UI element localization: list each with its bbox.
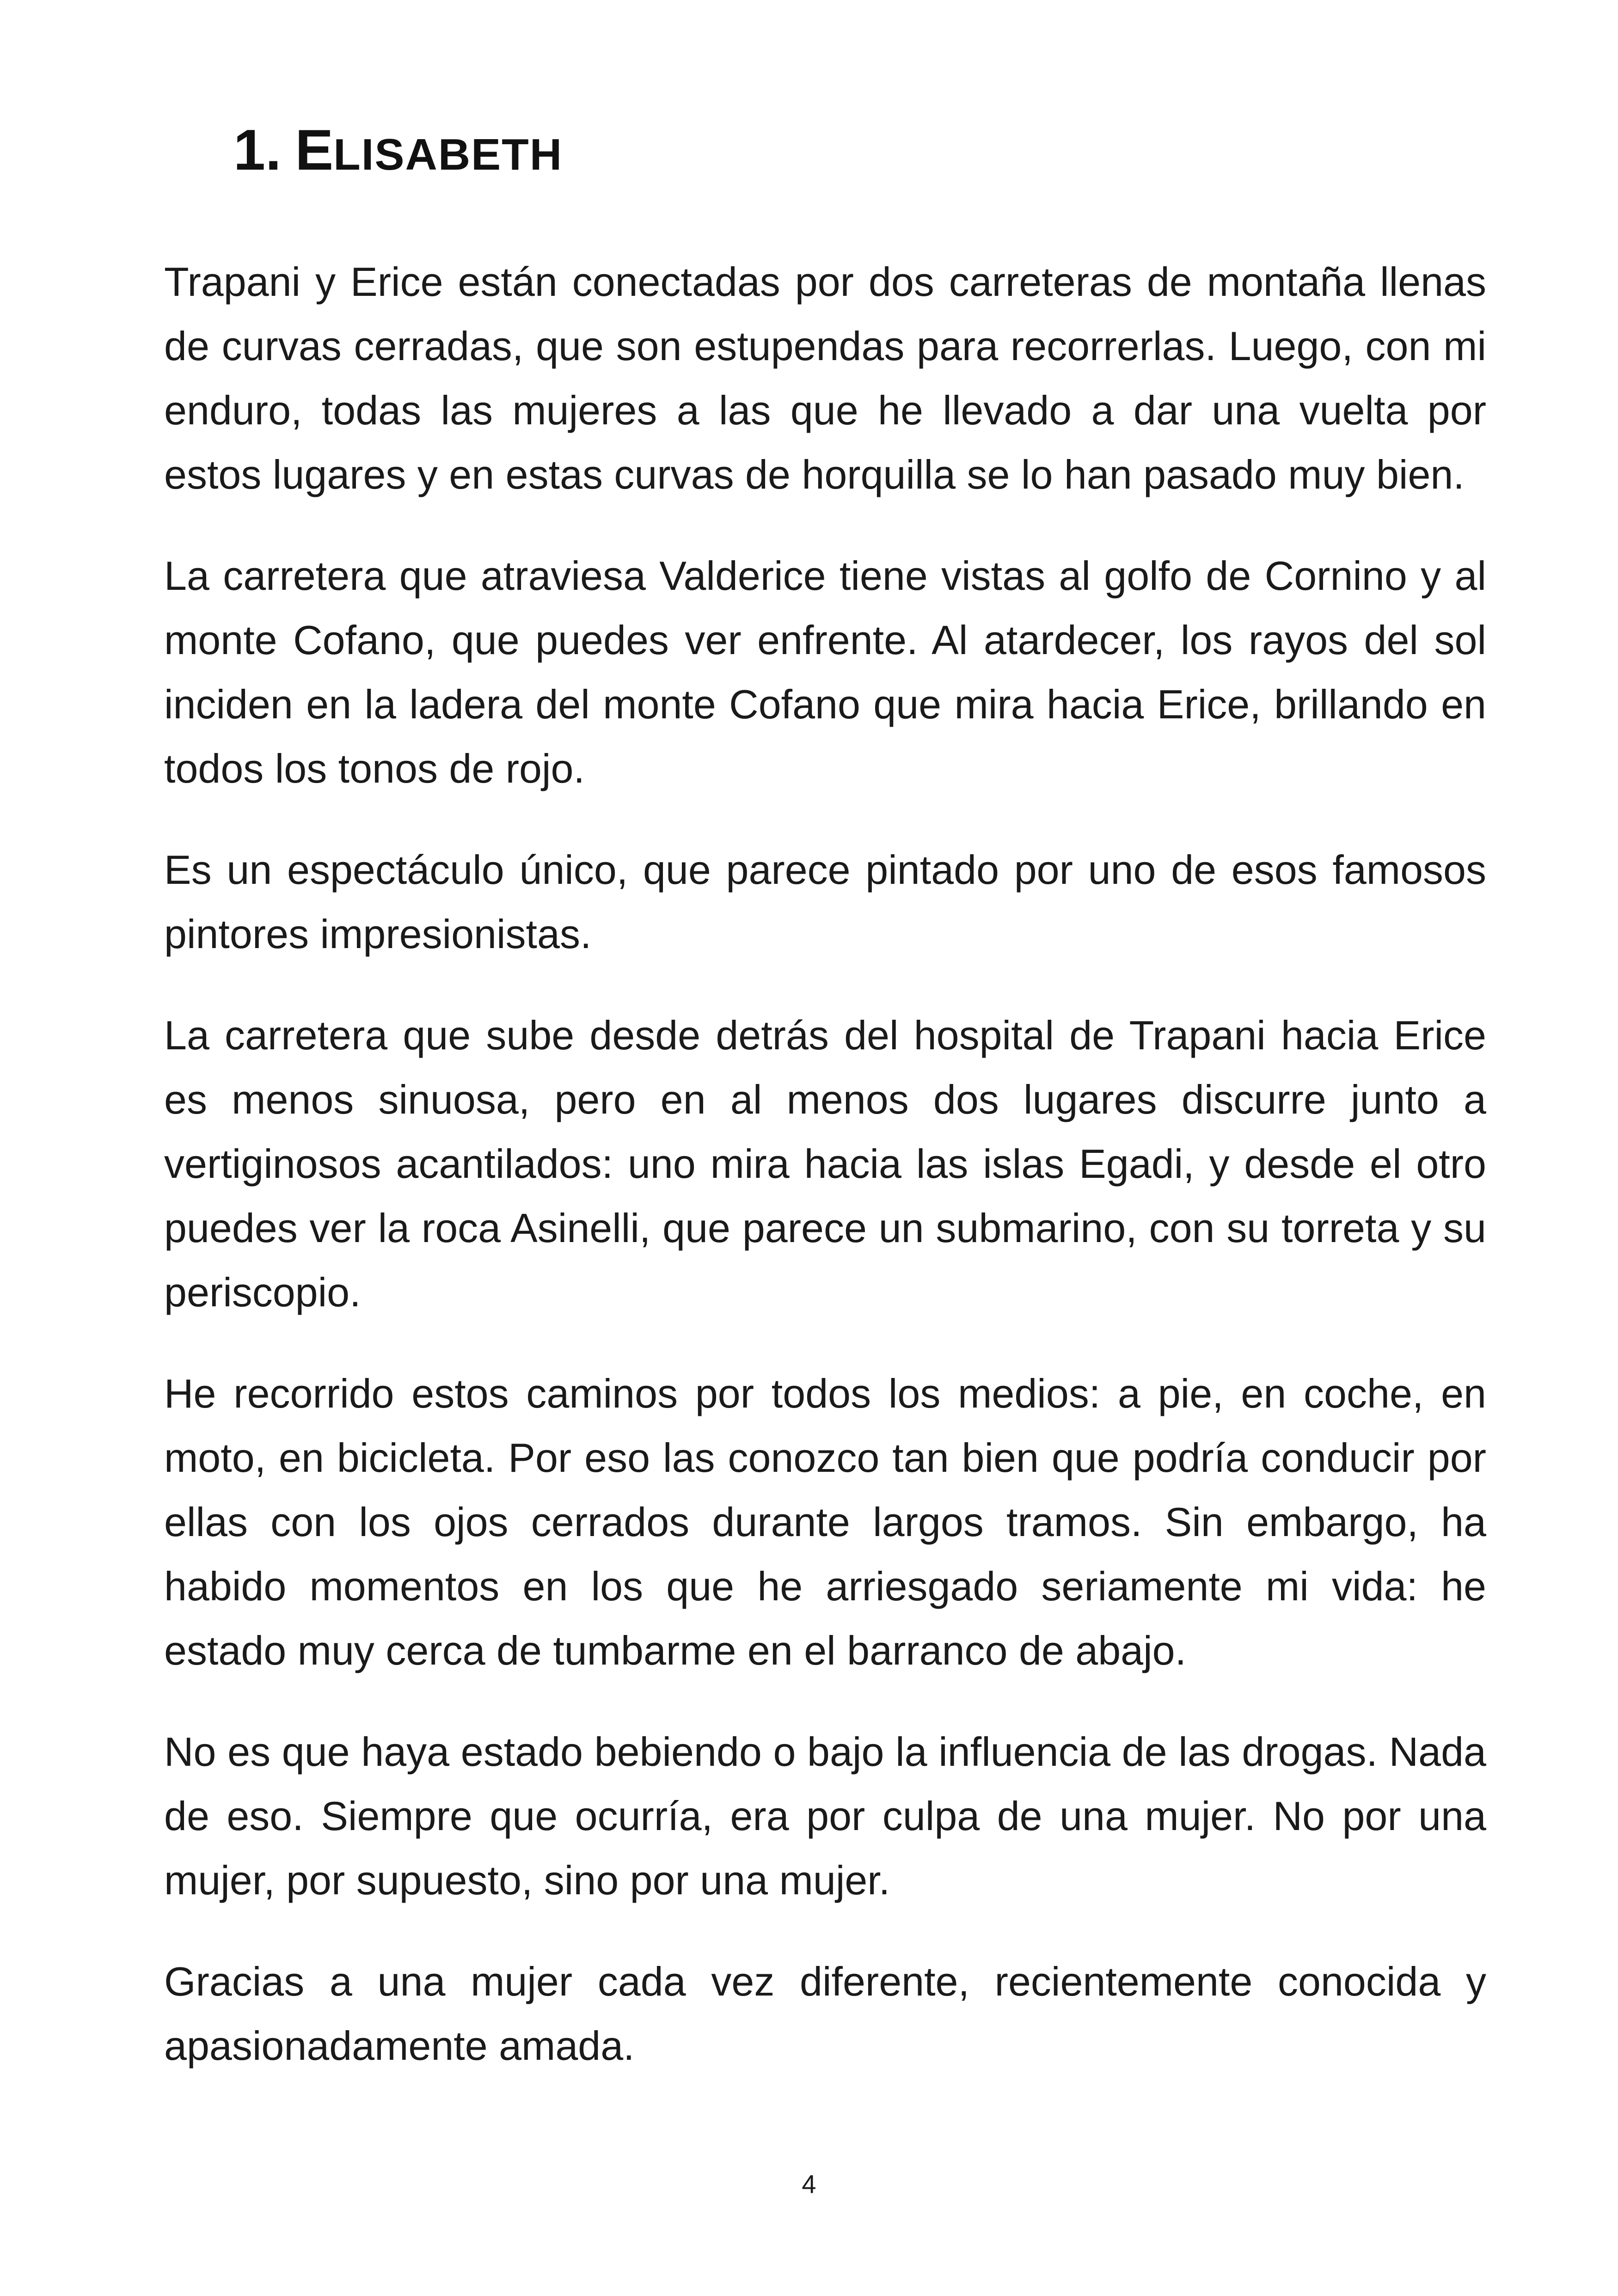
chapter-title [233,113,563,192]
paragraph-3: Es un espectáculo único, que parece pintado por uno de esos famosos pintores impresionistas. [164,847,1486,957]
paragraph-5: He recorrido estos caminos por todos los medios: a pie, en coche, en moto, en bicicleta. Por eso las conozco tan bien que podría conducir por ellas con los ojos cerrados durante largos tramos. Sin embargo, ha habido momentos en los que he arriesgado seriamente mi vida: he estado muy cerca de tumbarme en el barranco de abajo. [164,1371,1486,1673]
chapter-title-rest: LISABETH [333,130,563,179]
paragraph-7: Gracias a una mujer cada vez diferente, recientemente conocida y apasionadamente amada. [164,1959,1486,2069]
page-number: 4 [802,2169,816,2198]
chapter-title-initial: E [295,118,334,182]
paragraph-2: La carretera que atraviesa Valderice tiene vistas al golfo de Cornino y al monte Cofano, que puedes ver enfrente. Al atardecer, los rayos del sol inciden en la ladera del monte Cofano que mira hacia Erice, brillando en todos los tonos de rojo. [164,553,1486,791]
chapter-number: 1. [233,118,282,182]
body-text [164,250,1486,2115]
paragraph-1: Trapani y Erice están conectadas por dos carreteras de montaña llenas de curvas cerradas, que son estupendas para recorrerlas. Luego, con mi enduro, todas las mujeres a las que he llevado a dar una vuelta por estos lugares y en estas curvas de horquilla se lo han pasado muy bien. [164,259,1486,497]
paragraph-6: No es que haya estado bebiendo o bajo la influencia de las drogas. Nada de eso. Siempre que ocurría, era por culpa de una mujer. No por una mujer, por supuesto, sino por una mujer. [164,1729,1486,1903]
paragraph-4: La carretera que sube desde detrás del hospital de Trapani hacia Erice es menos sinuosa, pero en al menos dos lugares discurre junto a vertiginosos acantilados: uno mira hacia las islas Egadi, y desde el otro puedes ver la roca Asinelli, que parece un submarino, con su torreta y su periscopio. [164,1012,1486,1315]
